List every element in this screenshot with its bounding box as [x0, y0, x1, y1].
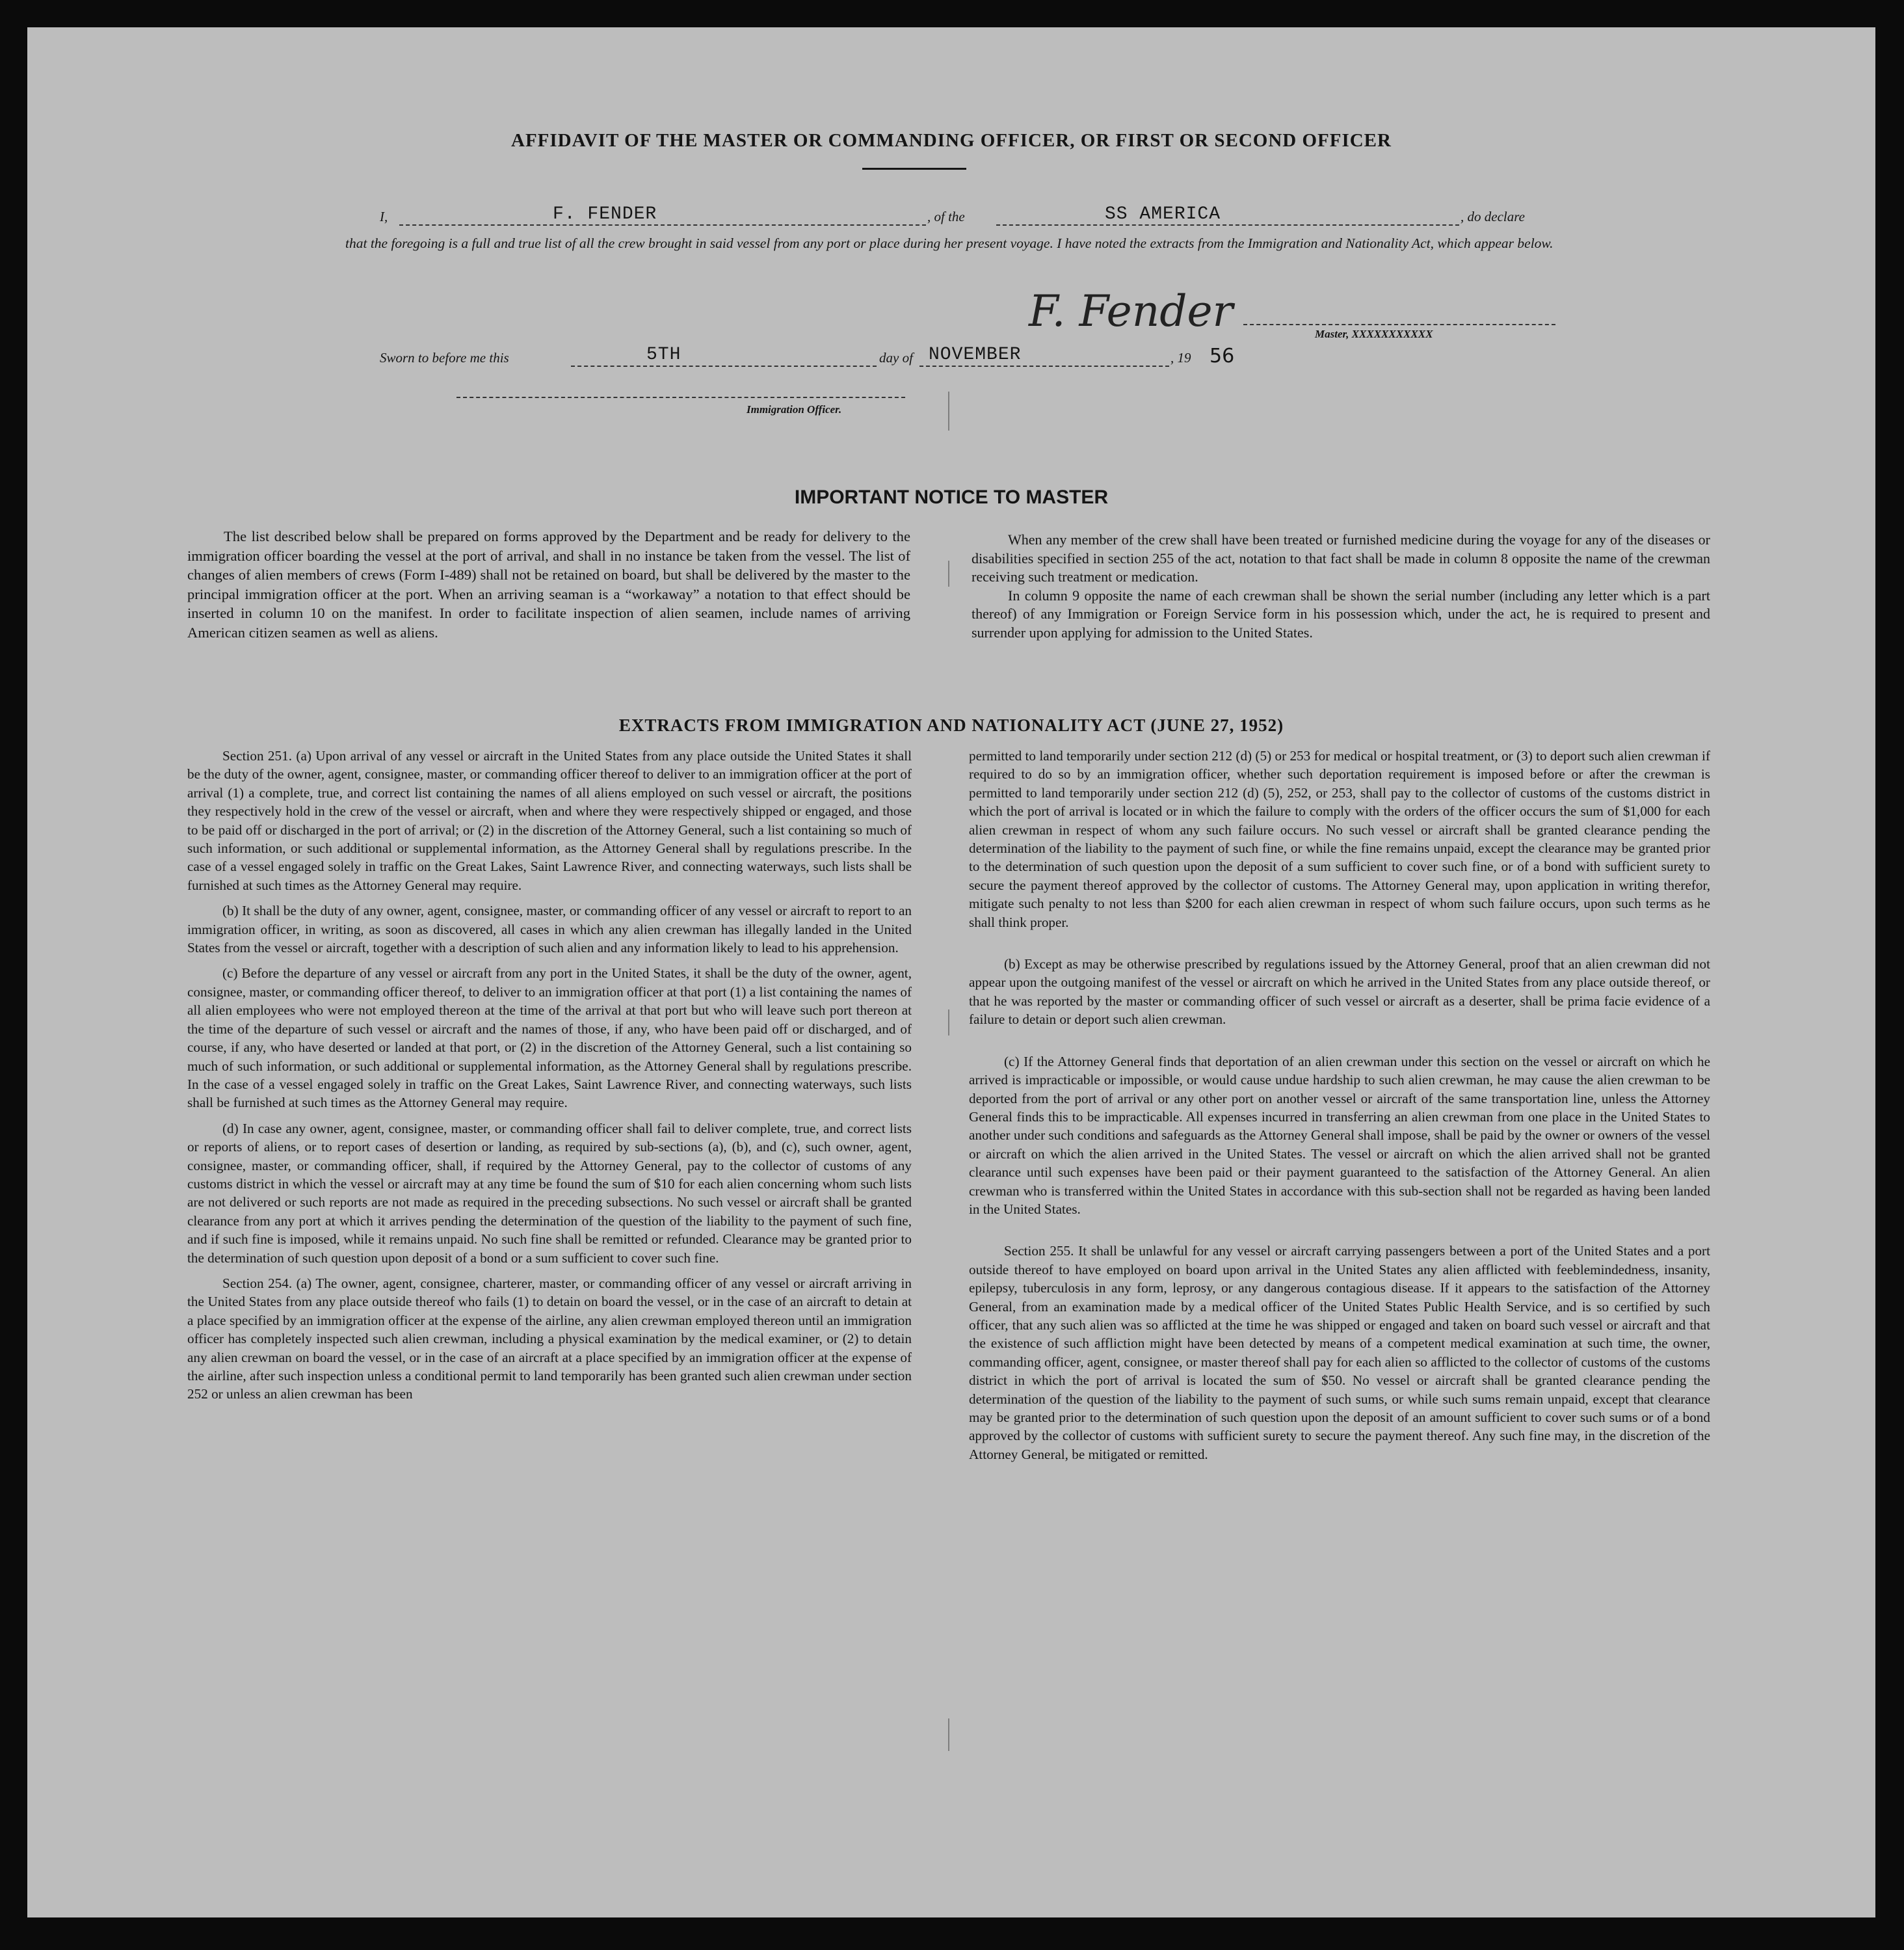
document-sheet — [27, 27, 1875, 1917]
section-251-b: (b) It shall be the duty of any owner, agent, consignee, master, or commanding officer of any vessel or aircraft to report to an immigration officer, in writing, as soon as discovered, all cases in which any alien crewman has illegally landed in the United States from the vessel or aircraft, together with a description of such alien and any information likely to lead to his apprehension. — [187, 903, 912, 956]
immigration-officer-label: Immigration Officer. — [747, 403, 842, 416]
sworn-month-line — [919, 366, 1169, 367]
signature-line — [1243, 324, 1555, 325]
notice-right-paragraph-2: In column 9 opposite the name of each crewman shall be shown the serial number (including any letter which is a part thereof) of any Immigration or Foreign Service form in his possession which, under the act, he is required to present and surrender upon applying for admission to the United States. — [972, 587, 1710, 641]
section-254-c: (c) If the Attorney General finds that deportation of an alien crewman under this section on the vessel or aircraft on which he arrived is impracticable or impossible, or would cause undue hardship to such alien crewman, he may cause the alien crewman to be deported from the port of arrival or any other port on another vessel or aircraft of the same transportation line, unless the Attorney General finds this to be impracticable. All expenses incurred in transferring an alien crewman from one place in the United States to another under such conditions and safeguards as the Attorney General shall impose, shall be paid by the owner or owners of the vessel or aircraft on which the alien arrived in the United States. The vessel or aircraft on which the alien arrived shall not be granted clearance until such expenses have been paid or their payment guaranteed to the satisfaction of the Attorney General. An alien crewman who is transferred within the United States in accordance with this sub-section shall not be regarded as having been landed in the United States. — [969, 1053, 1710, 1217]
fold-mark — [948, 561, 949, 587]
notice-left-paragraph: The list described below shall be prepared on forms approved by the Department and be ready for delivery to the immigration officer boarding the vessel at the port of arrival, and shall in no instance be taken from the vessel. The list of changes of alien members of crews (Form I-489) shall not be retained on board, but shall be delivered by the master to the principal immigration officer at the port. When an arriving seaman is a “workaway” a notation to that effect should be inserted in column 10 on the manifest. In order to facilitate inspection of alien seamen, include names of arriving American citizen seamen as well as aliens. — [187, 528, 910, 641]
extracts-left-column — [187, 747, 912, 1404]
sworn-day: 5TH — [646, 345, 681, 365]
master-label: Master, XXXXXXXXXXX — [1315, 328, 1433, 340]
of-the-label: , of the — [927, 209, 965, 224]
section-255: Section 255. It shall be unlawful for any vessel or aircraft carrying passengers between a port of the United States and a port outside thereof to have employed on board upon arrival in the United States any alien afflicted with feeblemindedness, insanity, epilepsy, tuberculosis in any form, leprosy, or any dangerous contagious disease. If it appears to the satisfaction of the Attorney General, from an examination made by a medical officer of the United States Public Health Service, and is so certified by such officer, that any such alien was so afflicted at the time he was shipped or engaged and taken on board such vessel or aircraft and that the existence of such affliction might have been detected by means of a competent medical examination at such time, the owner, commanding officer, agent, consignee, or master thereof shall pay for each alien so afflicted to the collector of customs of the customs district in which the port of arrival is located the sum of $50. No vessel or aircraft shall be granted clearance pending the determination of the question of the liability to the payment of such sums, or while such sums remain unpaid, except that clearance may be granted prior to the determination of such question upon the deposit of an amount sufficient to cover such sums or of a bond approved by the collector of customs with sufficient surety to secure the payment thereof. Any such fine may, in the discretion of the Attorney General, be mitigated or remitted. — [969, 1243, 1710, 1462]
year-prefix-label: , 19 — [1170, 350, 1191, 366]
i-label: I, — [380, 209, 388, 224]
officer-name-line — [399, 224, 926, 226]
fold-mark — [948, 1009, 949, 1035]
sworn-month: NOVEMBER — [929, 345, 1022, 365]
master-signature: F. Fender — [1029, 286, 1234, 336]
fold-mark — [948, 1718, 949, 1751]
extracts-title: EXTRACTS FROM IMMIGRATION AND NATIONALITY ACT (JUNE 27, 1952) — [618, 715, 1284, 735]
vessel-name-line — [996, 224, 1459, 226]
section-254-a-continued: permitted to land temporarily under section 212 (d) (5) or 253 for medical or hospital treatment, or (3) to deport such alien crewman if required to do so by an immigration officer, whether such deportation requirement is imposed before or after the crewman is permitted to land temporarily under section 212 (d) (5), 252, or 253, shall pay to the collector of customs of the customs district in which the port of arrival is located or in which the failure to comply with the orders of the officer occurs the sum of $1,000 for each alien crewman in respect of whom any such failure occurs. No such vessel or aircraft shall be granted clearance pending the determination of the liability to the payment of such fine, or while the fine remains unpaid, except the clearance may be granted prior to the determination of such question upon the deposit of a sum sufficient to cover such fine, or of a bond with sufficient surety to secure the payment thereof approved by the collector of customs. The Attorney General may, upon application in writing therefor, mitigate such penalty to not less than $200 for each alien crewman in respect of whom such failure occurs, upon such terms as he shall think proper. — [969, 748, 1710, 930]
day-of-label: day of — [879, 350, 913, 366]
affidavit-title: AFFIDAVIT OF THE MASTER OR COMMANDING OFFICER, OR FIRST OR SECOND OFFICER — [511, 130, 1392, 151]
fold-mark — [948, 392, 949, 431]
section-251-d: (d) In case any owner, agent, consignee, master, or commanding officer shall fail to deliver complete, true, and correct lists or reports of aliens, or to report cases of desertion or landing, as required by sub-sections (a), (b), and (c), such owner, agent, consignee, master, or commanding officer, shall, if required by the Attorney General, pay to the collector of customs of any customs district in which the vessel or aircraft may at any time be found the sum of $10 for each alien concerning whom such lists are not delivered or such reports are not made as required in the preceding subsections. No such vessel or aircraft shall be granted clearance from any port at which it arrives pending the determination of the question of the liability to the payment of such fine, and if such fine is imposed, while it remains unpaid. No such fine shall be remitted or refunded. Clearance may be granted prior to the determination of such question upon deposit of a bond or a sum sufficient to cover such fine. — [187, 1120, 912, 1266]
do-declare-label: , do declare — [1461, 209, 1525, 224]
sworn-label: Sworn to before me this — [380, 350, 509, 366]
title-rule — [862, 168, 966, 170]
sworn-day-line — [571, 366, 877, 367]
vessel-name: SS AMERICA — [1105, 204, 1221, 224]
immigration-officer-line — [456, 397, 905, 398]
section-254-a: Section 254. (a) The owner, agent, consignee, charterer, master, or commanding officer of any vessel or aircraft arriving in the United States from any place outside thereof who fails (1) to detain on board the vessel, or in the case of an aircraft to detain at a place specified by an immigration officer at the expense of the airline, any alien crewman employed thereon until an immigration officer has completely inspected such alien crewman, including a physical examination by the medical examiner, or (2) to detain any alien crewman on board the vessel, or in the case of an aircraft at a place specified by an immigration officer at the expense of the airline, after such inspection unless a conditional permit to land temporarily has been granted such alien crewman under section 252 or unless an alien crewman has been — [187, 1275, 912, 1402]
section-251-c: (c) Before the departure of any vessel or aircraft from any port in the United States, it shall be the duty of the owner, agent, consignee, master, or commanding officer thereof, to deliver to an immigration officer at that port (1) a list containing the names of all alien employees who were not employed thereon at the time of the arrival at that port but who will leave such port thereon at the time of the departure of such vessel or aircraft and the names of those, if any, who have been paid off or discharged, and of course, if any, who have deserted or landed at that port, or (2) in the discretion of the Attorney General, such a list containing so much of such information, or such additional or supplemental information, as the Attorney General shall by regulations prescribe. In the case of a vessel engaged solely in traffic on the Great Lakes, Saint Lawrence River, and connecting waterways, such lists shall be furnished at such times as the Attorney General may require. — [187, 965, 912, 1111]
section-251-a: Section 251. (a) Upon arrival of any vessel or aircraft in the United States from any place outside the United States it shall be the duty of the owner, agent, consignee, master, or commanding officer thereof to deliver to an immigration officer at the port of arrival (1) a complete, true, and correct list containing the names of all aliens employed on such vessel or aircraft, the positions they respectively hold in the crew of the vessel or aircraft, when and where they were respectively shipped or engaged, and those to be paid off or discharged in the port of arrival; or (2) in the discretion of the Attorney General, such a list containing so much of such information, or such additional or supplemental information, as the Attorney General shall by regulations prescribe. In the case of a vessel engaged solely in traffic on the Great Lakes, Saint Lawrence River, and connecting waterways, such lists shall be furnished at such times as the Attorney General may require. — [187, 748, 912, 893]
officer-name: F. FENDER — [553, 204, 657, 224]
declaration-text: that the foregoing is a full and true list of all the crew brought in said vessel from any port or place during her present voyage. I have noted the extracts from the Immigration and Nationality Act, which appear below. — [345, 235, 1554, 251]
section-254-b: (b) Except as may be otherwise prescribed by regulations issued by the Attorney General, proof that an alien crewman did not appear upon the outgoing manifest of the vessel or aircraft on which he arrived in the United States from any place outside thereof, or that he was reported by the master or commanding officer of such vessel or aircraft as a deserter, shall be prima facie evidence of a failure to detain or deport such alien crewman. — [969, 956, 1710, 1028]
notice-left-column — [187, 527, 910, 642]
notice-right-column — [972, 531, 1710, 643]
notice-right-paragraph-1: When any member of the crew shall have been treated or furnished medicine during the voyage for any of the diseases or disabilities specified in section 255 of the act, notation to that fact shall be made in column 8 opposite the name of the crewman receiving such treatment or medication. — [972, 531, 1710, 585]
notice-title: IMPORTANT NOTICE TO MASTER — [794, 487, 1109, 508]
sworn-year: 56 — [1210, 345, 1235, 367]
extracts-right-column — [969, 747, 1710, 1463]
